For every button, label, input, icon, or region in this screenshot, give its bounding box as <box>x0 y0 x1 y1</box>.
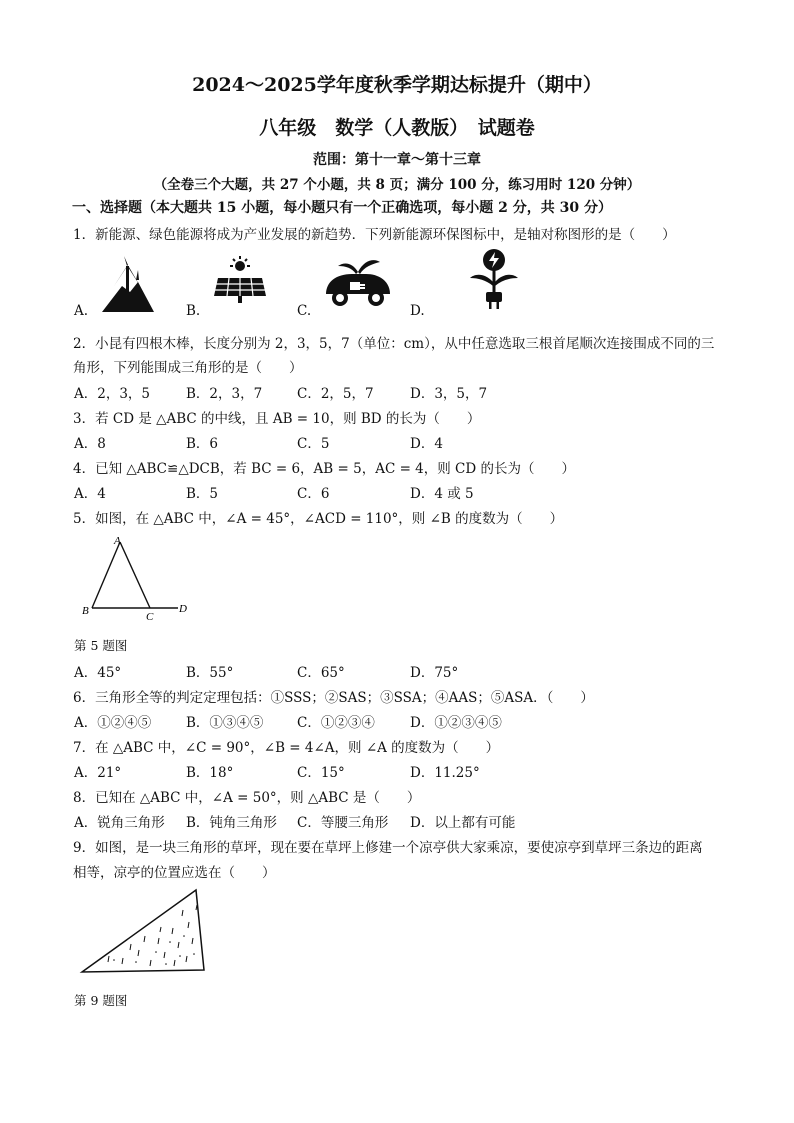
q2-option-b: B．2，3，7 <box>186 386 263 402</box>
q5-option-b: B．55° <box>186 665 234 681</box>
exam-scope: 范围：第十一章～第十三章 <box>313 152 481 168</box>
electric-car-icon <box>322 254 394 308</box>
green-plug-icon <box>466 248 522 314</box>
q5-label-c: C <box>146 611 154 623</box>
q4-option-d: D．4 或 5 <box>410 486 474 502</box>
q4-option-b: B．5 <box>186 486 219 502</box>
solar-panel-icon <box>212 256 268 304</box>
question-5-stem: 5．如图，在 △ABC 中，∠A = 45°，∠ACD = 110°，则 ∠B 的度数为（ ） <box>73 511 564 527</box>
q8-option-b: B．钝角三角形 <box>186 815 277 831</box>
q8-option-a: A．锐角三角形 <box>74 815 165 831</box>
exam-info: （全卷三个大题，共 27 个小题，共 8 页；满分 100 分，练习用时 120 分钟） <box>153 177 641 193</box>
q4-option-c: C．6 <box>297 486 330 502</box>
q5-label-a: A <box>114 535 121 547</box>
q5-triangle-figure <box>80 534 195 624</box>
q1-option-a: A. <box>74 303 89 319</box>
q7-option-a: A．21° <box>74 765 122 781</box>
question-4-stem: 4．已知 △ABC≌△DCB，若 BC = 6，AB = 5，AC = 4，则 CD 的长为（ ） <box>73 461 576 477</box>
question-9-stem: 9．如图，是一块三角形的草坪，现在要在草坪上修建一个凉亭供大家乘凉，要使凉亭到草坪三条边的距离 <box>73 840 703 856</box>
q1-option-b: B. <box>186 303 201 319</box>
q2-option-d: D．3，5，7 <box>410 386 488 402</box>
q8-option-d: D．以上都有可能 <box>410 815 516 831</box>
q5-option-a: A．45° <box>74 665 122 681</box>
question-8-stem: 8．已知在 △ABC 中，∠A = 50°，则 △ABC 是（ ） <box>73 790 421 806</box>
q3-option-b: B．6 <box>186 436 219 452</box>
q4-option-a: A．4 <box>74 486 106 502</box>
q7-option-d: D．11.25° <box>410 765 480 781</box>
q6-option-c: C．①②③④ <box>297 715 375 731</box>
q5-label-d: D <box>179 603 187 615</box>
q5-figure-caption: 第 5 题图 <box>74 638 128 653</box>
q9-lawn-triangle-figure <box>78 886 208 976</box>
question-2-stem-cont: 角形，下列能围成三角形的是（ ） <box>73 360 303 376</box>
q1-option-d: D. <box>410 303 425 319</box>
q3-option-c: C．5 <box>297 436 330 452</box>
q2-option-c: C．2，5，7 <box>297 386 374 402</box>
q6-option-a: A．①②④⑤ <box>74 715 152 731</box>
section-heading: 一、选择题（本大题共 15 小题，每小题只有一个正确选项，每小题 2 分，共 30 分） <box>72 200 612 216</box>
q5-option-c: C．65° <box>297 665 345 681</box>
question-9-stem-cont: 相等，凉亭的位置应选在（ ） <box>73 865 276 881</box>
exam-title: 2024～2025学年度秋季学期达标提升（期中） <box>192 74 602 96</box>
question-3-stem: 3．若 CD 是 △ABC 的中线，且 AB = 10，则 BD 的长为（ ） <box>73 411 481 427</box>
exam-subtitle: 八年级 数学（人教版） 试题卷 <box>259 117 535 139</box>
question-7-stem: 7．在 △ABC 中，∠C = 90°，∠B = 4∠A，则 ∠A 的度数为（ ） <box>73 740 500 756</box>
q7-option-b: B．18° <box>186 765 234 781</box>
question-6-stem: 6．三角形全等的判定定理包括：①SSS；②SAS；③SSA；④AAS；⑤ASA．（ ） <box>73 690 594 706</box>
q1-option-c: C. <box>297 303 312 319</box>
q3-option-a: A．8 <box>74 436 106 452</box>
question-2-stem: 2．小昆有四根木棒，长度分别为 2，3，5，7（单位：cm），从中任意选取三根首尾顺次连接围成不同的三 <box>73 336 715 352</box>
q6-option-b: B．①③④⑤ <box>186 715 264 731</box>
q5-label-b: B <box>82 605 89 617</box>
q7-option-c: C．15° <box>297 765 345 781</box>
q6-option-d: D．①②③④⑤ <box>410 715 502 731</box>
wind-turbine-icon <box>100 256 156 314</box>
q9-figure-caption: 第 9 题图 <box>74 993 128 1008</box>
q5-option-d: D．75° <box>410 665 459 681</box>
question-1-stem: 1．新能源、绿色能源将成为产业发展的新趋势．下列新能源环保图标中，是轴对称图形的是（ ） <box>73 227 676 243</box>
q2-option-a: A．2，3，5 <box>74 386 151 402</box>
q3-option-d: D．4 <box>410 436 443 452</box>
q8-option-c: C．等腰三角形 <box>297 815 389 831</box>
